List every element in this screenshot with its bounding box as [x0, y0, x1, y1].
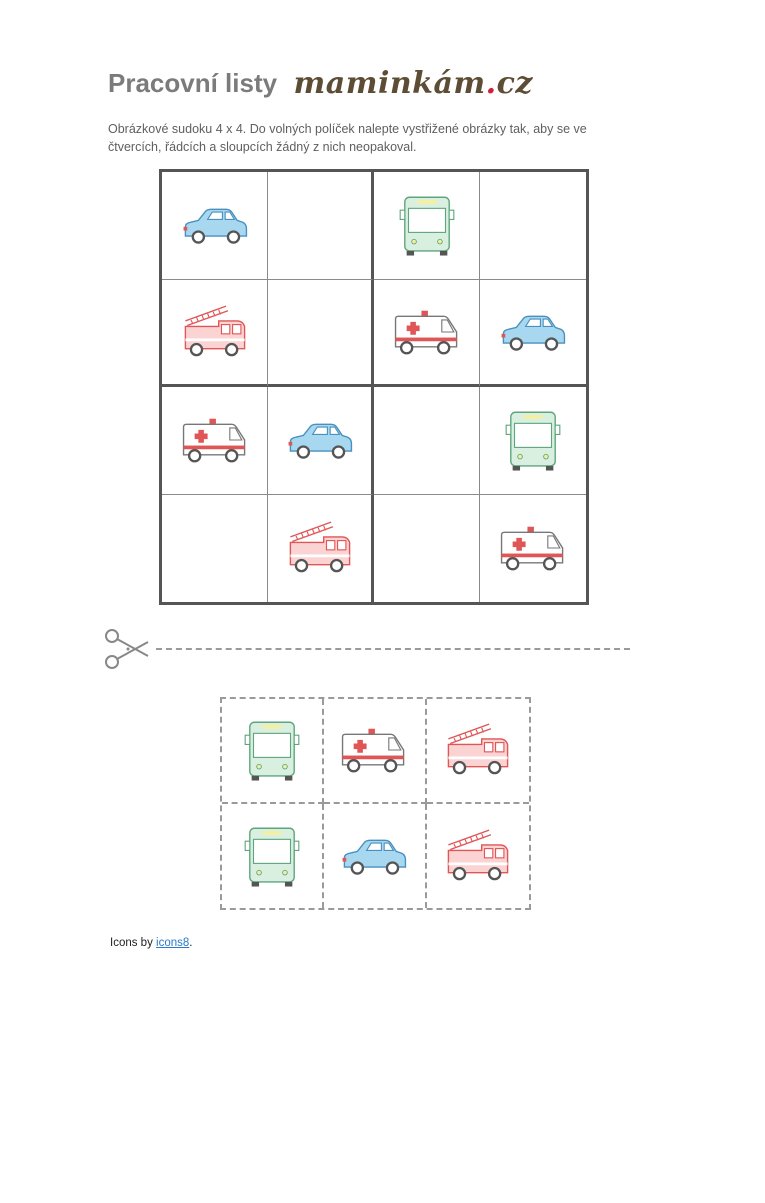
ambulance-icon [337, 713, 411, 787]
dashed-cut-line [156, 648, 630, 650]
ambulance-icon [496, 511, 570, 585]
fire-truck-icon [283, 511, 357, 585]
fire-truck-icon [441, 713, 515, 787]
sudoku-cell [480, 495, 586, 603]
cut-piece[interactable] [324, 699, 426, 804]
sudoku-cell [162, 172, 268, 280]
sudoku-cell [162, 387, 268, 495]
bus-icon [235, 713, 309, 787]
sudoku-cell [162, 280, 268, 388]
sudoku-cell-empty[interactable] [162, 495, 268, 603]
ambulance-icon [390, 295, 464, 369]
cut-piece[interactable] [427, 699, 529, 804]
ambulance-icon [178, 403, 252, 477]
cut-piece[interactable] [324, 804, 426, 909]
brand-dot: . [485, 66, 497, 101]
fire-truck-icon [178, 295, 252, 369]
cut-piece[interactable] [222, 804, 324, 909]
sudoku-cell-empty[interactable] [268, 172, 374, 280]
fire-truck-icon [441, 819, 515, 893]
cut-line [104, 628, 632, 670]
car-icon [337, 819, 411, 893]
sudoku-cell [374, 280, 480, 388]
brand-tld: cz [496, 66, 533, 101]
brand-name: maminkám [293, 66, 486, 101]
cut-piece[interactable] [222, 699, 324, 804]
brand-logo [294, 66, 533, 101]
sudoku-cell-empty[interactable] [480, 172, 586, 280]
sudoku-cell [374, 172, 480, 280]
scissors-icon [104, 628, 150, 670]
page-title: Pracovní listy [108, 68, 278, 98]
sudoku-cell-empty[interactable] [268, 280, 374, 388]
bus-icon [390, 188, 464, 262]
car-icon [178, 188, 252, 262]
bus-icon [235, 819, 309, 893]
cut-piece[interactable] [427, 804, 529, 909]
instructions: Obrázkové sudoku 4 x 4. Do volných políček nalepte vystřižené obrázky tak, aby se ve čtvercích, řádcích a sloupcích žádný z nich neopakoval. [108, 122, 587, 154]
credits-prefix: Icons by [110, 937, 157, 949]
car-icon [496, 295, 570, 369]
icons8-link[interactable]: icons8 [156, 937, 190, 949]
header [108, 66, 533, 106]
sudoku-cell [480, 280, 586, 388]
credits [110, 937, 192, 949]
car-icon [283, 403, 357, 477]
sudoku-cell-empty[interactable] [374, 495, 480, 603]
sudoku-cell [480, 387, 586, 495]
credits-suffix: . [189, 937, 193, 949]
sudoku-cell [268, 387, 374, 495]
sudoku-cell-empty[interactable] [374, 387, 480, 495]
sudoku-cell [268, 495, 374, 603]
cut-out-pieces [220, 697, 531, 910]
bus-icon [496, 403, 570, 477]
sudoku-grid [159, 169, 589, 605]
